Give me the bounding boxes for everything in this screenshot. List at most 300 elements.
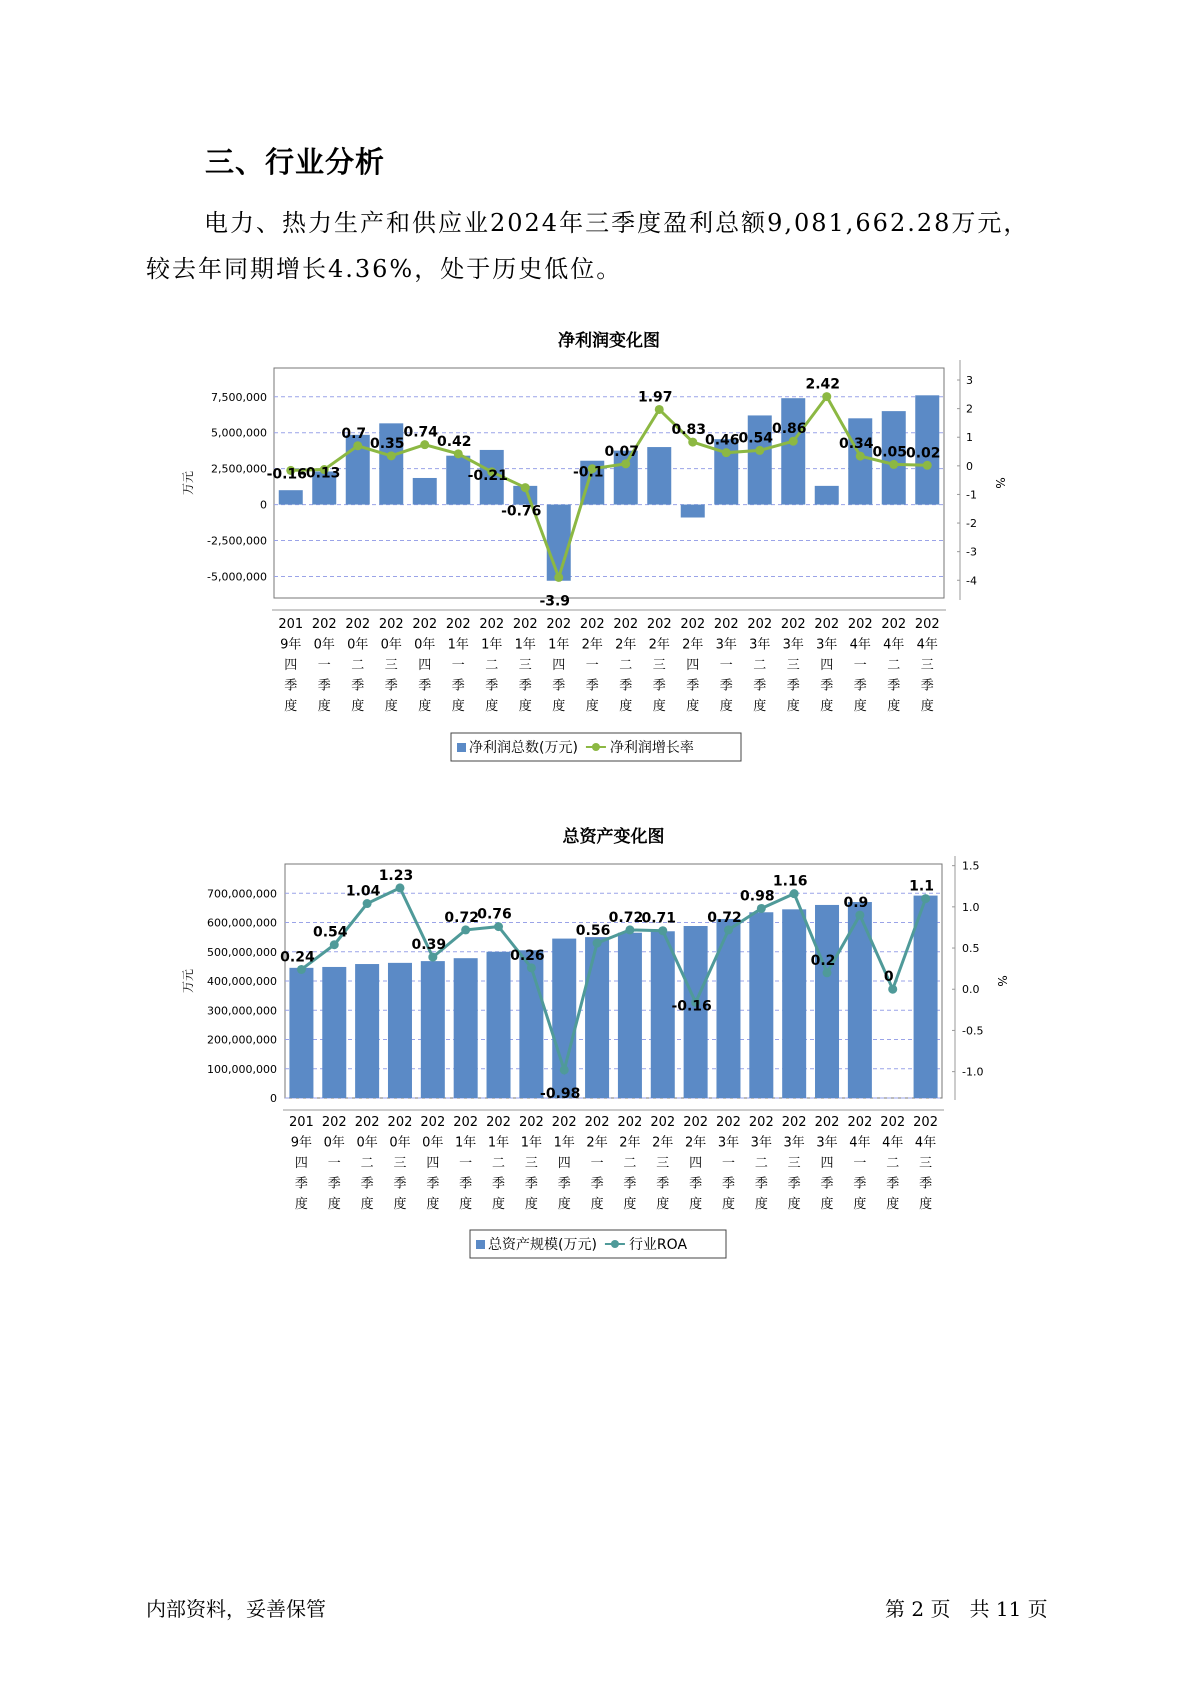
x-tick-label: 202 xyxy=(518,1115,544,1130)
left-axis-tick-label: 0 xyxy=(270,1092,277,1105)
bar xyxy=(454,958,478,1098)
x-tick-label: 2年 xyxy=(619,1135,641,1151)
x-tick-label: 1年 xyxy=(481,637,503,653)
x-tick-label: 四 xyxy=(294,1156,308,1171)
data-label: 0.71 xyxy=(641,910,677,927)
x-tick-label: 度 xyxy=(721,1197,735,1212)
x-tick-label: 度 xyxy=(886,1197,900,1212)
x-tick-label: 0年 xyxy=(323,1135,345,1151)
x-tick-label: 三 xyxy=(786,658,800,673)
data-label: 0.72 xyxy=(444,909,479,926)
x-tick-label: 度 xyxy=(689,1197,703,1212)
x-tick-label: 度 xyxy=(887,699,901,714)
x-tick-label: 202 xyxy=(847,1115,873,1130)
x-tick-label: 度 xyxy=(652,699,666,714)
x-tick-label: 度 xyxy=(384,699,398,714)
x-tick-label: 季 xyxy=(294,1176,308,1192)
data-label: 0.46 xyxy=(704,432,740,449)
x-tick-label: 9年 xyxy=(290,1135,313,1151)
x-tick-label: 三 xyxy=(919,1156,933,1171)
right-axis-tick-label: -3 xyxy=(966,545,977,559)
x-tick-label: 季 xyxy=(754,1176,768,1192)
x-tick-label: 1年 xyxy=(455,1135,477,1151)
x-tick-label: 三 xyxy=(652,658,666,673)
bar xyxy=(547,505,571,581)
x-tick-label: 度 xyxy=(492,1197,506,1212)
data-label: 0.9 xyxy=(843,895,869,912)
x-tick-label: 1年 xyxy=(514,637,536,653)
bar xyxy=(421,961,445,1098)
x-tick-label: 202 xyxy=(880,1115,906,1130)
data-label: 1.23 xyxy=(378,867,414,884)
x-tick-label: 度 xyxy=(426,1197,440,1212)
x-tick-label: 3年 xyxy=(717,1135,740,1151)
summary-paragraph: 电力、热力生产和供应业2024年三季度盈利总额9,081,662.28万元，较去年同期增长4.36%，处于历史低位。 xyxy=(146,209,1030,283)
plot-frame xyxy=(274,368,944,598)
left-axis-tick-label: 300,000,000 xyxy=(207,1004,277,1018)
right-axis-tick-label: 1 xyxy=(966,431,973,445)
x-tick-label: 季 xyxy=(887,678,901,694)
data-label: -0.16 xyxy=(671,998,712,1015)
data-label: -0.98 xyxy=(540,1085,581,1102)
x-tick-label: 四 xyxy=(418,658,432,673)
x-tick-label: 二 xyxy=(619,658,633,673)
x-tick-label: 季 xyxy=(459,1176,473,1192)
right-axis-tick-label: -1.0 xyxy=(962,1065,984,1079)
legend-line-marker xyxy=(611,1240,619,1248)
x-tick-label: 201 xyxy=(289,1115,314,1130)
line-point xyxy=(625,925,634,934)
x-tick-label: 3年 xyxy=(715,637,737,653)
x-tick-label: 202 xyxy=(716,1115,741,1130)
data-label: 0 xyxy=(883,969,894,986)
x-tick-label: 4年 xyxy=(883,637,905,653)
x-tick-label: 二 xyxy=(485,658,499,673)
x-tick-label: 度 xyxy=(786,699,800,714)
x-tick-label: 度 xyxy=(919,1197,933,1212)
line-point xyxy=(688,438,697,447)
line-point xyxy=(363,899,372,908)
x-tick-label: 202 xyxy=(914,617,940,632)
x-tick-label: 度 xyxy=(853,699,867,714)
line-point xyxy=(420,440,429,449)
x-tick-label: 四 xyxy=(686,658,700,673)
x-tick-label: 季 xyxy=(351,678,365,694)
x-tick-label: 一 xyxy=(721,1156,735,1171)
right-axis-tick-label: -1 xyxy=(966,488,977,502)
line-point xyxy=(755,446,764,455)
x-tick-label: 四 xyxy=(820,1156,834,1171)
x-tick-label: 4年 xyxy=(849,637,871,653)
x-tick-label: 一 xyxy=(719,658,733,673)
x-tick-label: 度 xyxy=(485,699,499,714)
line-point xyxy=(790,889,799,898)
x-tick-label: 202 xyxy=(378,617,404,632)
right-axis-tick-label: 2 xyxy=(966,402,973,416)
line-point xyxy=(855,911,864,920)
data-label: 0.42 xyxy=(436,433,472,450)
x-tick-label: 季 xyxy=(656,1176,670,1192)
x-tick-label: 4年 xyxy=(882,1135,904,1151)
x-tick-label: 1年 xyxy=(553,1135,575,1151)
x-tick-label: 度 xyxy=(284,699,298,714)
x-tick-label: 度 xyxy=(557,1197,571,1212)
x-tick-label: 度 xyxy=(623,1197,637,1212)
x-tick-label: 0年 xyxy=(347,637,369,653)
x-tick-label: 季 xyxy=(652,678,666,694)
x-tick-label: 季 xyxy=(719,678,733,694)
data-label: 1.1 xyxy=(909,878,934,895)
x-tick-label: 季 xyxy=(552,678,566,694)
legend-bar-label: 总资产规模(万元) xyxy=(488,1237,597,1253)
x-tick-label: 202 xyxy=(354,1115,380,1130)
x-tick-label: 202 xyxy=(617,1115,643,1130)
x-tick-label: 202 xyxy=(713,617,739,632)
x-tick-label: 度 xyxy=(656,1197,670,1212)
x-tick-label: 0年 xyxy=(414,637,436,653)
x-tick-label: 度 xyxy=(294,1197,308,1212)
data-label: 0.2 xyxy=(810,952,836,969)
x-tick-label: 202 xyxy=(546,617,572,632)
bar xyxy=(413,478,437,505)
x-tick-label: 202 xyxy=(551,1115,577,1130)
x-tick-label: 四 xyxy=(557,1156,571,1171)
x-tick-label: 2年 xyxy=(615,637,637,653)
x-tick-label: 三 xyxy=(787,1156,801,1171)
bar xyxy=(681,505,705,518)
data-label: -3.9 xyxy=(539,593,571,610)
x-tick-label: 二 xyxy=(360,1156,374,1171)
line-point xyxy=(330,940,339,949)
x-tick-label: 季 xyxy=(284,678,298,694)
x-tick-label: 度 xyxy=(820,699,834,714)
bar xyxy=(289,968,313,1098)
line-point xyxy=(554,573,563,582)
footer-confidential: 内部资料，妥善保管 xyxy=(146,1597,326,1621)
x-tick-label: 季 xyxy=(426,1176,440,1192)
line-point xyxy=(757,904,766,913)
right-axis-title: % xyxy=(995,975,1009,987)
right-axis-tick-label: -0.5 xyxy=(962,1024,984,1038)
legend-bar-swatch xyxy=(476,1240,485,1249)
x-tick-label: 度 xyxy=(459,1197,473,1212)
line-point xyxy=(921,894,930,903)
x-tick-label: 1年 xyxy=(487,1135,510,1151)
x-tick-label: 度 xyxy=(351,699,365,714)
x-tick-label: 二 xyxy=(753,658,767,673)
line-point xyxy=(428,953,437,962)
x-tick-label: 季 xyxy=(853,678,867,694)
x-tick-label: 度 xyxy=(518,699,532,714)
data-label: 0.83 xyxy=(671,422,707,439)
x-tick-label: 二 xyxy=(492,1156,506,1171)
x-tick-label: 度 xyxy=(754,1197,768,1212)
x-tick-label: 季 xyxy=(623,1176,637,1192)
data-label: 0.05 xyxy=(872,444,908,461)
x-tick-label: 度 xyxy=(552,699,566,714)
x-tick-label: 四 xyxy=(426,1156,440,1171)
x-tick-label: 三 xyxy=(524,1156,538,1171)
x-tick-label: 202 xyxy=(680,617,706,632)
line-point xyxy=(789,437,798,446)
line-point xyxy=(655,405,664,414)
x-tick-label: 二 xyxy=(886,1156,900,1171)
x-tick-label: 季 xyxy=(919,1176,933,1192)
x-tick-label: 季 xyxy=(786,678,800,694)
x-tick-label: 四 xyxy=(552,658,566,673)
x-tick-label: 202 xyxy=(747,617,773,632)
data-label: -0.16 xyxy=(266,466,307,483)
x-tick-label: 季 xyxy=(585,678,599,694)
x-tick-label: 季 xyxy=(820,1176,834,1192)
x-tick-label: 度 xyxy=(920,699,934,714)
right-axis-tick-label: 3 xyxy=(966,374,973,388)
legend-bar-label: 净利润总数(万元) xyxy=(469,740,578,756)
line-point xyxy=(823,968,832,977)
left-axis-tick-label: 500,000,000 xyxy=(207,945,277,959)
data-label: 0.26 xyxy=(510,947,545,964)
x-tick-label: 2年 xyxy=(684,1135,707,1151)
left-axis-tick-label: 5,000,000 xyxy=(211,426,267,440)
x-tick-label: 度 xyxy=(719,699,733,714)
data-label: 0.35 xyxy=(369,435,405,452)
right-axis-tick-label: 0.5 xyxy=(962,942,980,956)
x-tick-label: 季 xyxy=(721,1176,735,1192)
x-tick-label: 2年 xyxy=(652,1135,674,1151)
x-tick-label: 202 xyxy=(814,1115,840,1130)
x-tick-label: 一 xyxy=(327,1156,341,1171)
data-label: 0.72 xyxy=(608,909,644,926)
x-tick-label: 季 xyxy=(492,1176,506,1192)
x-tick-label: 202 xyxy=(613,617,639,632)
chart-title: 净利润变化图 xyxy=(558,331,660,351)
x-tick-label: 202 xyxy=(646,617,672,632)
left-axis-tick-label: 400,000,000 xyxy=(207,975,277,988)
x-tick-label: 202 xyxy=(881,617,907,632)
x-tick-label: 季 xyxy=(524,1176,538,1192)
bar xyxy=(388,963,412,1098)
x-tick-label: 202 xyxy=(780,617,806,632)
data-label: 1.16 xyxy=(772,873,808,890)
line-point xyxy=(722,448,731,457)
bar xyxy=(815,486,839,505)
x-tick-label: 度 xyxy=(393,1197,407,1212)
data-label: 1.04 xyxy=(345,883,381,900)
bar xyxy=(322,967,346,1098)
data-label: 0.02 xyxy=(905,445,941,462)
bar xyxy=(618,933,642,1098)
x-tick-label: 202 xyxy=(748,1115,774,1130)
chart-title: 总资产变化图 xyxy=(562,827,665,847)
x-tick-label: 202 xyxy=(579,617,605,632)
right-axis-tick-label: -2 xyxy=(966,517,977,531)
x-tick-label: 2年 xyxy=(648,637,670,653)
bar xyxy=(585,937,609,1098)
x-tick-label: 季 xyxy=(518,678,532,694)
right-axis-tick-label: 1.5 xyxy=(962,859,980,873)
x-tick-label: 202 xyxy=(420,1115,446,1130)
data-label: 0.74 xyxy=(403,424,439,441)
x-tick-label: 度 xyxy=(753,699,767,714)
x-tick-label: 2年 xyxy=(581,637,603,653)
left-axis-tick-label: 200,000,000 xyxy=(207,1033,277,1047)
x-tick-label: 四 xyxy=(820,658,834,673)
x-tick-label: 202 xyxy=(847,617,873,632)
x-tick-label: 0年 xyxy=(422,1135,444,1151)
x-tick-label: 0年 xyxy=(356,1135,378,1151)
x-tick-label: 202 xyxy=(913,1115,938,1130)
x-tick-label: 202 xyxy=(512,617,538,632)
x-tick-label: 度 xyxy=(418,699,432,714)
line-point xyxy=(297,965,306,974)
x-tick-label: 202 xyxy=(683,1115,709,1130)
x-tick-label: 季 xyxy=(590,1176,604,1192)
x-tick-label: 三 xyxy=(920,658,934,673)
x-tick-label: 季 xyxy=(686,678,700,694)
right-axis-tick-label: 0.0 xyxy=(962,983,980,997)
data-label: 0.54 xyxy=(738,430,774,447)
line-point xyxy=(888,985,897,994)
footer-page-number: 第 2 页 共 11 页 xyxy=(885,1597,1048,1621)
line-point xyxy=(560,1065,569,1074)
x-tick-label: 202 xyxy=(453,1115,479,1130)
x-tick-label: 3年 xyxy=(750,1135,772,1151)
left-axis-tick-label: 7,500,000 xyxy=(211,390,267,404)
right-axis-tick-label: -4 xyxy=(966,574,977,588)
x-tick-label: 度 xyxy=(820,1197,834,1212)
x-tick-label: 3年 xyxy=(816,637,838,653)
x-tick-label: 一 xyxy=(459,1156,473,1171)
x-tick-label: 3年 xyxy=(782,637,804,653)
line-point xyxy=(521,483,530,492)
x-tick-label: 度 xyxy=(585,699,599,714)
bar xyxy=(279,490,303,504)
left-axis-tick-label: -2,500,000 xyxy=(207,534,267,548)
bar xyxy=(815,905,839,1098)
x-tick-label: 0年 xyxy=(380,637,402,653)
x-tick-label: 四 xyxy=(689,1156,703,1171)
line-point xyxy=(856,452,865,461)
x-tick-label: 二 xyxy=(623,1156,637,1171)
left-axis-title: 万元 xyxy=(181,968,195,994)
x-tick-label: 季 xyxy=(485,678,499,694)
bar xyxy=(748,415,772,504)
right-axis-tick-label: 1.0 xyxy=(962,900,980,914)
x-tick-label: 3年 xyxy=(783,1135,805,1151)
x-tick-label: 2年 xyxy=(682,637,704,653)
data-label: 0.54 xyxy=(313,924,348,941)
x-tick-label: 一 xyxy=(451,658,465,673)
line-point xyxy=(494,922,503,931)
x-tick-label: 三 xyxy=(656,1156,670,1171)
line-point xyxy=(527,963,536,972)
x-tick-label: 202 xyxy=(321,1115,347,1130)
line-point xyxy=(593,939,602,948)
x-tick-label: 202 xyxy=(584,1115,610,1130)
x-tick-label: 202 xyxy=(345,617,371,632)
x-tick-label: 季 xyxy=(886,1176,900,1192)
data-label: 0.7 xyxy=(341,425,367,442)
legend-line-label: 行业ROA xyxy=(628,1237,688,1253)
x-tick-label: 季 xyxy=(557,1176,571,1192)
x-tick-label: 季 xyxy=(820,678,834,694)
line-point xyxy=(387,451,396,460)
bar xyxy=(355,964,379,1098)
data-label: -0.21 xyxy=(467,467,508,484)
x-tick-label: 202 xyxy=(814,617,840,632)
left-axis-tick-label: 600,000,000 xyxy=(207,916,277,930)
x-tick-label: 季 xyxy=(418,678,432,694)
x-tick-label: 度 xyxy=(686,699,700,714)
x-tick-label: 1年 xyxy=(548,637,570,653)
x-tick-label: 3年 xyxy=(816,1135,838,1151)
line-point xyxy=(395,883,404,892)
x-tick-label: 0年 xyxy=(313,637,335,653)
line-point xyxy=(923,461,932,470)
bar xyxy=(782,909,806,1098)
x-tick-label: 三 xyxy=(518,658,532,673)
line-point xyxy=(621,459,630,468)
x-tick-label: 4年 xyxy=(849,1135,871,1151)
line-point xyxy=(889,460,898,469)
line-point xyxy=(353,441,362,450)
right-axis-tick-label: 0 xyxy=(966,459,973,473)
data-label: 0.86 xyxy=(771,421,807,438)
x-tick-label: 二 xyxy=(351,658,365,673)
x-tick-label: 2年 xyxy=(586,1135,608,1151)
data-label: 0.39 xyxy=(411,937,447,954)
data-label: -0.76 xyxy=(501,503,542,520)
legend-bar-swatch xyxy=(457,743,466,752)
bar xyxy=(781,398,805,504)
left-axis-title: 万元 xyxy=(181,470,195,496)
x-tick-label: 季 xyxy=(393,1176,407,1192)
x-tick-label: 3年 xyxy=(749,637,771,653)
x-tick-label: 三 xyxy=(384,658,398,673)
bar xyxy=(848,418,872,504)
x-tick-label: 三 xyxy=(393,1156,407,1171)
x-tick-label: 季 xyxy=(451,678,465,694)
data-label: 0.34 xyxy=(838,436,874,453)
data-label: 0.98 xyxy=(740,888,775,905)
x-tick-label: 1年 xyxy=(447,637,469,653)
x-tick-label: 度 xyxy=(360,1197,374,1212)
x-tick-label: 202 xyxy=(412,617,438,632)
x-tick-label: 二 xyxy=(754,1156,768,1171)
x-tick-label: 202 xyxy=(479,617,505,632)
x-tick-label: 202 xyxy=(650,1115,676,1130)
line-point xyxy=(822,392,831,401)
x-tick-label: 季 xyxy=(619,678,633,694)
data-label: -0.13 xyxy=(300,465,341,482)
x-tick-label: 度 xyxy=(590,1197,604,1212)
data-label: -0.1 xyxy=(572,464,604,481)
line-point xyxy=(454,449,463,458)
data-label: 0.72 xyxy=(707,909,742,926)
x-tick-label: 季 xyxy=(853,1176,867,1192)
x-tick-label: 度 xyxy=(853,1197,867,1212)
x-tick-label: 季 xyxy=(787,1176,801,1192)
x-tick-label: 201 xyxy=(278,617,304,632)
data-label: 0.07 xyxy=(604,443,640,460)
x-tick-label: 季 xyxy=(753,678,767,694)
x-tick-label: 一 xyxy=(585,658,599,673)
data-label: 0.76 xyxy=(477,906,512,923)
x-tick-label: 度 xyxy=(317,699,331,714)
x-tick-label: 202 xyxy=(387,1115,413,1130)
x-tick-label: 202 xyxy=(445,617,471,632)
data-label: 0.24 xyxy=(280,949,315,966)
